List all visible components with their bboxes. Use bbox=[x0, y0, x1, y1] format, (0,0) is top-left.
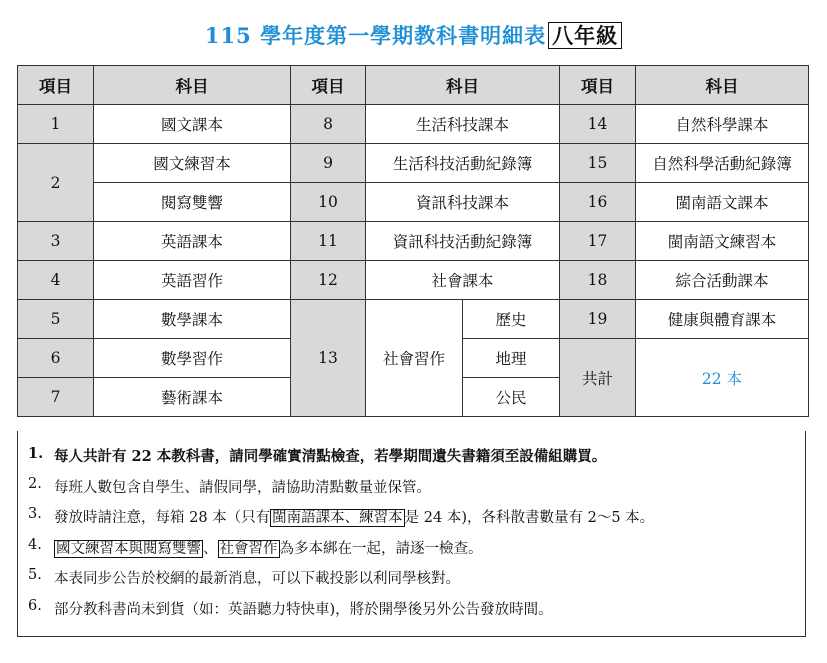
item-number: 17 bbox=[560, 222, 636, 261]
subject-cell: 閱寫雙響 bbox=[94, 183, 291, 222]
item-number: 19 bbox=[560, 300, 636, 339]
note-number: 6. bbox=[28, 597, 42, 614]
subject-cell: 自然科學課本 bbox=[636, 105, 809, 144]
item-number: 14 bbox=[560, 105, 636, 144]
page-title bbox=[0, 20, 827, 50]
subject-cell: 閩南語文練習本 bbox=[636, 222, 809, 261]
title-main: 115 學年度第一學期教科書明細表 bbox=[204, 23, 547, 48]
subject-cell: 自然科學活動紀錄簿 bbox=[636, 144, 809, 183]
table-row bbox=[18, 261, 809, 300]
note-text bbox=[54, 506, 654, 537]
subject-cell: 國文課本 bbox=[94, 105, 291, 144]
note-item bbox=[28, 476, 805, 507]
subject-cell: 生活科技活動紀錄簿 bbox=[366, 144, 560, 183]
subject-part-cell: 公民 bbox=[463, 378, 560, 417]
subject-cell: 數學習作 bbox=[94, 339, 291, 378]
item-number: 10 bbox=[291, 183, 366, 222]
header-subject: 科目 bbox=[636, 66, 809, 105]
item-number: 16 bbox=[560, 183, 636, 222]
note-text-part: 為多本綁在一起，請逐一檢查。 bbox=[279, 540, 483, 557]
note-item bbox=[28, 445, 805, 476]
note-number: 2. bbox=[28, 475, 42, 492]
header-item: 項目 bbox=[560, 66, 636, 105]
item-number: 2 bbox=[18, 144, 94, 222]
item-number: 9 bbox=[291, 144, 366, 183]
note-text-part: 是 24 本)，各科散書數量有 2～5 本。 bbox=[404, 510, 655, 526]
note-text: 部分教科書尚未到貨（如：英語聽力特快車)，將於開學後另外公告發放時間。 bbox=[54, 601, 553, 618]
table-row bbox=[18, 183, 809, 222]
item-number: 11 bbox=[291, 222, 366, 261]
textbook-table bbox=[17, 65, 809, 417]
note-item bbox=[28, 506, 805, 537]
subject-cell: 社會習作 bbox=[366, 300, 463, 417]
note-text: 每班人數包含自學生、請假同學，請協助清點數量並保管。 bbox=[54, 479, 431, 496]
item-number: 18 bbox=[560, 261, 636, 300]
subject-part-cell: 歷史 bbox=[463, 300, 560, 339]
note-text: 每人共計有 22 本教科書，請同學確實清點檢查，若學期間遺失書籍須至設備組購買。 bbox=[54, 448, 607, 465]
item-number: 13 bbox=[291, 300, 366, 417]
subject-cell: 藝術課本 bbox=[94, 378, 291, 417]
header-item: 項目 bbox=[18, 66, 94, 105]
subject-cell: 數學課本 bbox=[94, 300, 291, 339]
note-number: 1. bbox=[28, 445, 44, 462]
item-number: 5 bbox=[18, 300, 94, 339]
item-number: 6 bbox=[18, 339, 94, 378]
note-item bbox=[28, 567, 805, 598]
subject-cell: 社會課本 bbox=[366, 261, 560, 300]
header-subject: 科目 bbox=[366, 66, 560, 105]
subject-part-cell: 地理 bbox=[463, 339, 560, 378]
note-boxed-text: 閩南語課本、練習本 bbox=[272, 510, 403, 526]
note-text bbox=[54, 537, 483, 568]
subject-cell: 健康與體育課本 bbox=[636, 300, 809, 339]
table-row bbox=[18, 222, 809, 261]
note-item bbox=[28, 598, 805, 629]
item-number: 3 bbox=[18, 222, 94, 261]
item-number: 15 bbox=[560, 144, 636, 183]
item-number: 4 bbox=[18, 261, 94, 300]
note-text: 本表同步公告於校網的最新消息，可以下載投影以利同學核對。 bbox=[54, 571, 460, 587]
table-row bbox=[18, 144, 809, 183]
item-number: 12 bbox=[291, 261, 366, 300]
header-row bbox=[18, 66, 809, 105]
total-label: 共計 bbox=[560, 339, 636, 417]
note-number: 5. bbox=[28, 567, 42, 583]
header-subject: 科目 bbox=[94, 66, 291, 105]
subject-cell: 國文練習本 bbox=[94, 144, 291, 183]
subject-cell: 生活科技課本 bbox=[366, 105, 560, 144]
notes-box bbox=[17, 431, 806, 637]
header-item: 項目 bbox=[291, 66, 366, 105]
note-boxed-text: 國文練習本與閱寫雙響 bbox=[56, 540, 201, 557]
note-boxed-text: 社會習作 bbox=[219, 540, 278, 557]
table-row bbox=[18, 105, 809, 144]
total-value: 22 本 bbox=[636, 339, 809, 417]
item-number: 1 bbox=[18, 105, 94, 144]
subject-cell: 資訊科技活動紀錄簿 bbox=[366, 222, 560, 261]
subject-cell: 英語習作 bbox=[94, 261, 291, 300]
note-text-part: 、 bbox=[203, 540, 218, 557]
item-number: 8 bbox=[291, 105, 366, 144]
subject-cell: 綜合活動課本 bbox=[636, 261, 809, 300]
item-number: 7 bbox=[18, 378, 94, 417]
note-number: 4. bbox=[28, 536, 42, 553]
subject-cell: 閩南語文課本 bbox=[636, 183, 809, 222]
note-text-part: 發放時請注意，每箱 28 本（只有 bbox=[54, 510, 271, 526]
table-row bbox=[18, 300, 809, 339]
subject-cell: 資訊科技課本 bbox=[366, 183, 560, 222]
note-item bbox=[28, 537, 805, 568]
subject-cell: 英語課本 bbox=[94, 222, 291, 261]
grade-label: 八年級 bbox=[548, 22, 622, 49]
note-number: 3. bbox=[28, 506, 42, 522]
